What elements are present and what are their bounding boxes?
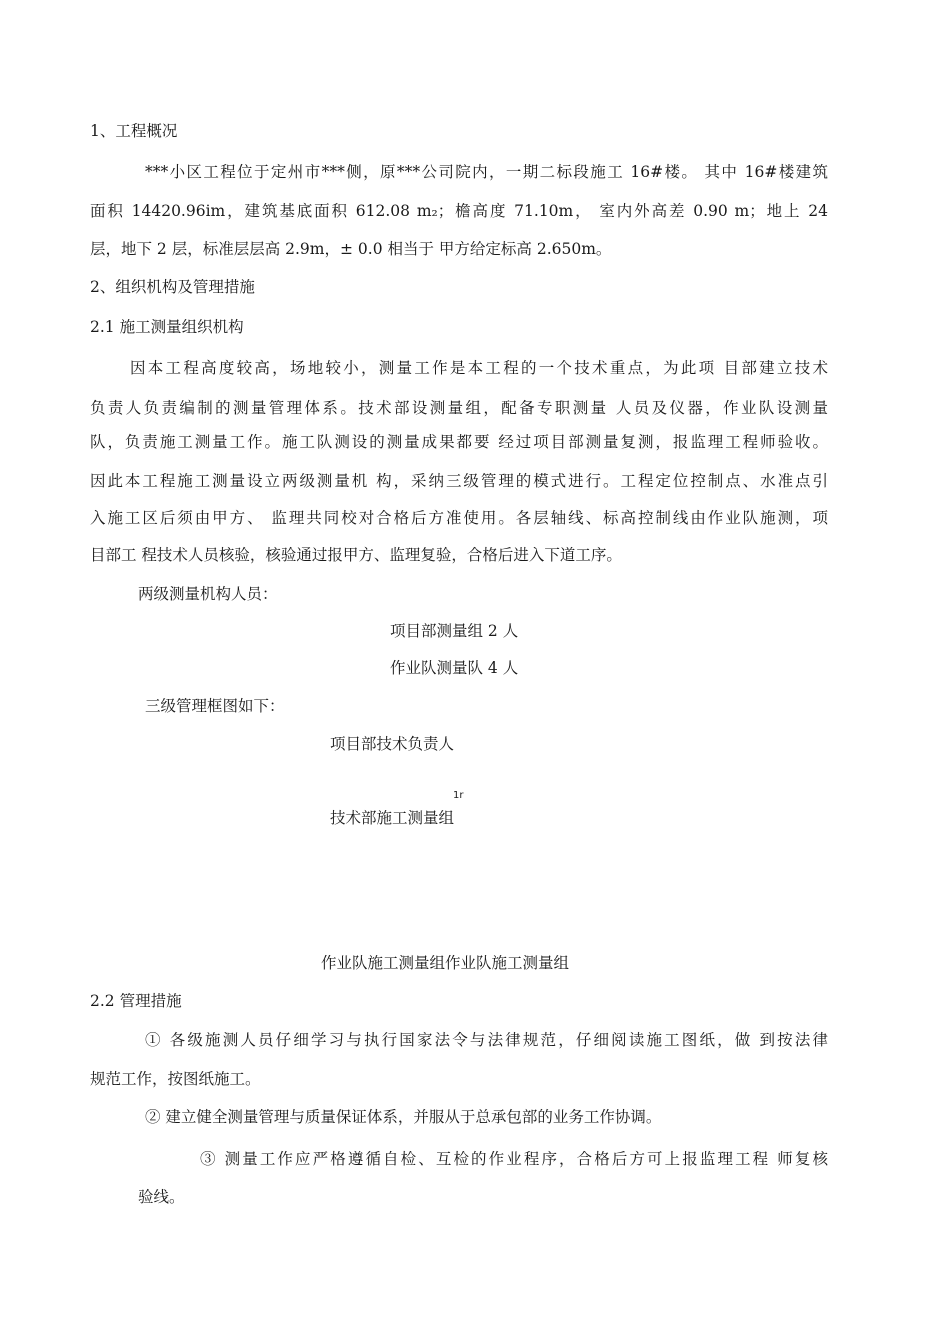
measure-1-line-2: 规范工作，按图纸施工。: [90, 1070, 261, 1088]
chart-level-2: 技术部施工测量组: [330, 809, 455, 827]
section2-heading: 2、组织机构及管理措施: [90, 278, 255, 296]
chart-level-3: 作业队施工测量组作业队施工测量组: [321, 954, 570, 972]
measure-3-line-2: 验线。: [138, 1188, 185, 1206]
paragraph-line-4: 因此本工程施工测量设立两级测量机 构，采纳三级管理的模式进行。工程定位控制点、水准点引: [90, 472, 828, 490]
chart-arrow-mark: 1r: [453, 790, 464, 801]
section1-line-1: ***小区工程位于定州市***侧，原***公司院内，一期二标段施工 16#楼。 其中 16#楼建筑: [145, 163, 828, 181]
section1-heading: 1、工程概况: [90, 122, 178, 140]
section1-line-3: 层，地下 2 层，标准层层高 2.9m，± 0.0 相当于 甲方给定标高 2.650m。: [90, 240, 612, 258]
paragraph-line-6: 目部工 程技术人员核验，核验通过报甲方、监理复验，合格后进入下道工序。: [90, 546, 622, 564]
staff-item-1: 项目部测量组 2 人: [390, 622, 519, 640]
chart-level-1: 项目部技术负责人: [330, 735, 455, 753]
measure-3-line-1: ③ 测量工作应严格遵循自检、互检的作业程序，合格后方可上报监理工程 师复核: [200, 1150, 828, 1168]
subsection-2-1-heading: 2.1 施工测量组织机构: [90, 318, 244, 336]
paragraph-line-1: 因本工程高度较高，场地较小，测量工作是本工程的一个技术重点，为此项 目部建立技术: [130, 359, 828, 377]
section1-line-2: 面积 14420.96im，建筑基底面积 612.08 m₂；檐高度 71.10m， 室内外高差 0.90 m；地上 24: [90, 202, 828, 220]
measure-1-line-1: ① 各级施测人员仔细学习与执行国家法令与法律规范，仔细阅读施工图纸，做 到按法律: [145, 1031, 828, 1049]
paragraph-line-3: 队，负责施工测量工作。施工队测设的测量成果都要 经过项目部测量复测，报监理工程师验收。: [90, 433, 828, 451]
paragraph-line-2: 负责人负责编制的测量管理体系。技术部设测量组，配备专职测量 人员及仪器，作业队设测量: [90, 399, 828, 417]
subsection-2-2-heading: 2.2 管理措施: [90, 992, 182, 1010]
paragraph-line-5: 入施工区后须由甲方、 监理共同校对合格后方准使用。各层轴线、标高控制线由作业队施测，项: [90, 509, 828, 527]
staff-intro: 两级测量机构人员：: [138, 585, 278, 603]
chart-intro: 三级管理框图如下：: [145, 697, 285, 715]
staff-item-2: 作业队测量队 4 人: [390, 659, 519, 677]
measure-2: ② 建立健全测量管理与质量保证体系，并服从于总承包部的业务工作协调。: [145, 1108, 662, 1126]
